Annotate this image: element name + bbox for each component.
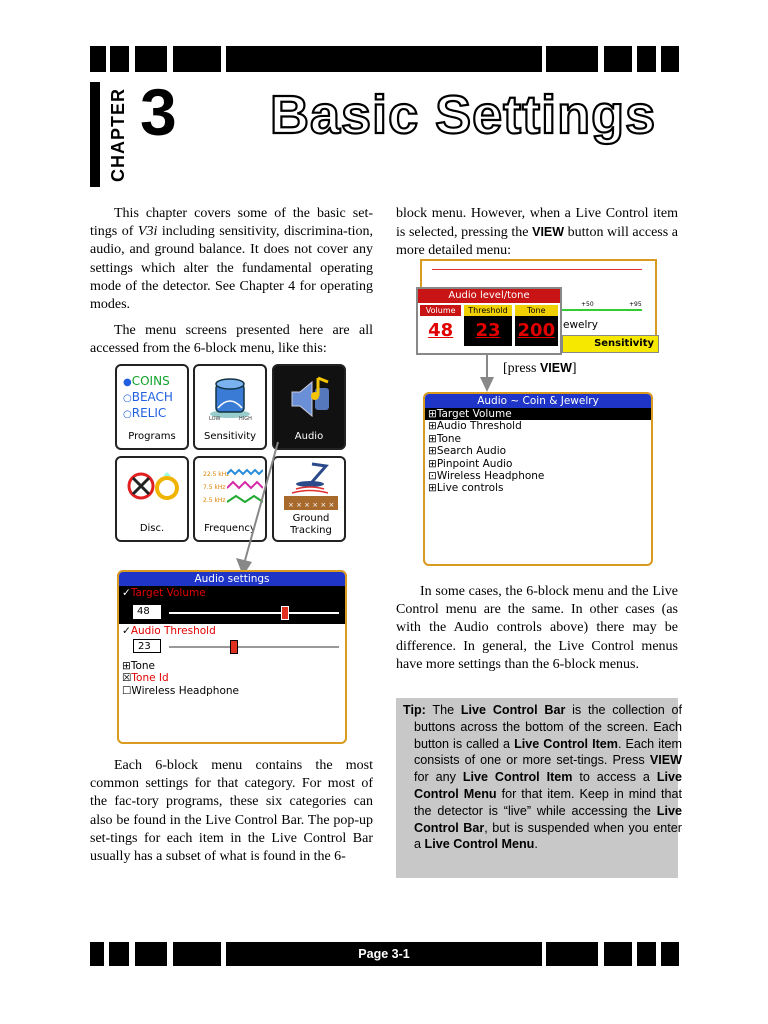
live-controls-menu-item[interactable]: ⊞Live controls	[428, 482, 504, 495]
target-volume-slider[interactable]	[169, 604, 339, 620]
tone-value: 200	[517, 320, 556, 341]
scale-label-50: +50	[581, 301, 594, 308]
programs-option-list: ●COINS ○BEACH ○RELIC	[123, 374, 173, 420]
sensitivity-live-button[interactable]: Sensitivity	[562, 335, 659, 353]
audio-threshold-value: 23	[133, 639, 161, 653]
chapter-word: CHAPTER	[108, 88, 128, 183]
check-icon: ✓	[122, 625, 131, 637]
popup-title: Audio level/tone	[418, 289, 560, 303]
chapter-title: Basic Settings	[270, 85, 657, 145]
view-paragraph: block menu. However, when a Live Control item is selected, pressing the VIEW button will access a more detailed menu:	[396, 206, 679, 259]
svg-text:× × × × × ×: × × × × × ×	[288, 501, 335, 509]
expand-icon: ⊞	[428, 482, 437, 495]
audio-tile[interactable]	[272, 364, 346, 450]
frequency-2: 2.5 kHz	[203, 497, 226, 504]
audio-threshold-menu-item[interactable]: ⊞Audio Threshold	[428, 420, 522, 433]
sensitivity-low-label: LOW	[209, 416, 221, 422]
tip-text: Tip: The Live Control Bar is the collection of buttons across the bottom of the screen. Each button is called a Live Control Item. Each item consists of one or more set-tings. Press VIEW for any Live Control Item to access a Live Control Menu for that item. Keep in mind that the detector is “live” while accessing the Live Control Bar, but is suspended when you enter a Live Control Menu.	[403, 703, 683, 852]
tone-menu-item[interactable]: ⊞Tone	[428, 432, 461, 445]
frequency-label: Frequency	[204, 523, 256, 534]
programs-label: Programs	[128, 431, 176, 442]
audio-threshold-slider[interactable]	[169, 638, 339, 654]
tone-id-item[interactable]: ☒Tone Id	[122, 672, 169, 685]
expand-icon: ⊞	[428, 420, 437, 433]
threshold-header: Threshold	[464, 305, 511, 316]
audio-threshold-label[interactable]: ✓Audio Threshold	[122, 625, 216, 637]
audio-threshold-knob[interactable]	[230, 640, 238, 654]
radio-icon: ○	[123, 409, 132, 420]
menu-access-paragraph: The menu screens presented here are all accessed from the 6-block menu, like this:	[90, 323, 373, 357]
scale-label-95: +95	[629, 301, 642, 308]
wireless-headphone-item[interactable]: ☐Wireless Headphone	[122, 684, 240, 697]
disc-label: Disc.	[139, 523, 165, 534]
page-number: Page 3-1	[358, 947, 410, 961]
frequency-list	[203, 468, 229, 507]
audio-label: Audio	[294, 431, 324, 442]
checkbox-icon: ⊡	[428, 470, 437, 483]
background-program-text: ewelry	[563, 319, 598, 331]
radio-icon: ○	[123, 393, 132, 404]
expand-icon: ⊞	[428, 457, 437, 470]
radio-selected-icon: ●	[123, 377, 132, 388]
speaker-music-icon	[288, 374, 334, 424]
ground-tracking-icon	[282, 462, 340, 512]
difference-paragraph: In some cases, the 6-block menu and the Live Control menu are the same. In other cases (as with the Audio controls above) there may be difference. In general, the Live Control menus have more settings than the 6-block menus.	[396, 584, 678, 672]
checkbox-checked-icon: ☒	[122, 672, 132, 685]
tip-label: Tip:	[403, 703, 426, 717]
volume-value: 48	[428, 320, 454, 341]
pinpoint-audio-menu-item[interactable]: ⊞Pinpoint Audio	[428, 457, 513, 470]
audio-coin-jewelry-screen	[423, 392, 653, 566]
tone-column[interactable]	[515, 305, 558, 346]
connector-arrow	[230, 440, 290, 580]
expand-icon: ⊞	[428, 445, 437, 458]
audio-coin-title: Audio ~ Coin & Jewelry	[425, 394, 651, 408]
disc-tile[interactable]	[115, 456, 189, 542]
press-view-caption: [press VIEW]	[503, 361, 577, 376]
volume-header: Volume	[420, 305, 461, 316]
discrimination-icon	[127, 468, 181, 504]
target-volume-row[interactable]	[119, 586, 345, 624]
audio-settings-title: Audio settings	[119, 572, 345, 586]
threshold-column[interactable]	[464, 305, 511, 346]
checkbox-icon: ☐	[122, 684, 132, 697]
intro-paragraph: This chapter covers some of the basic set-tings of V3i including sensitivity, discrimina-tion, audio, and ground balance. It does not cover any settings which alter the fundamental operating mode of the detector. See Chapter 4 for operating modes.	[90, 206, 373, 313]
chapter-side-bar	[90, 82, 100, 187]
target-volume-value: 48	[133, 605, 161, 619]
ground-tracking-label: Ground Tracking	[290, 513, 332, 536]
programs-tile[interactable]	[115, 364, 189, 450]
target-volume-knob[interactable]	[281, 606, 289, 620]
volume-column[interactable]	[420, 305, 461, 346]
search-audio-menu-item[interactable]: ⊞Search Audio	[428, 445, 507, 458]
tip-box	[396, 698, 683, 878]
sensitivity-icon	[207, 374, 253, 420]
expand-icon: ⊞	[428, 408, 437, 420]
six-block-paragraph: Each 6-block menu contains the most common settings for that category. For most of the fac-tory programs, these six categories can also be found in the Live Control Bar. The pop-up set-tings for each item in the Live Control Bar usually has a subset of what is found in the 6-	[90, 758, 373, 865]
sensitivity-high-label: HIGH	[239, 416, 252, 422]
wireless-headphone-menu-item[interactable]: ⊡Wireless Headphone	[428, 470, 545, 483]
audio-settings-screen	[117, 570, 347, 744]
frequency-7: 7.5 kHz	[203, 484, 226, 491]
audio-level-popup	[416, 287, 562, 355]
check-icon: ✓	[122, 587, 131, 599]
sensitivity-label: Sensitivity	[203, 431, 257, 442]
target-volume-menu-item[interactable]: ⊞Target Volume	[425, 408, 651, 420]
target-volume-label: ✓Target Volume	[122, 587, 206, 599]
frequency-22: 22.5 kHz	[203, 471, 230, 478]
expand-icon: ⊞	[122, 660, 131, 672]
live-control-screen	[416, 259, 659, 355]
expand-icon: ⊞	[428, 432, 437, 445]
sensitivity-tile[interactable]	[193, 364, 267, 450]
chapter-number: 3	[140, 75, 177, 149]
threshold-value: 23	[475, 320, 501, 341]
down-arrow	[479, 355, 495, 393]
tone-header: Tone	[515, 305, 558, 316]
tone-item[interactable]: ⊞Tone	[122, 660, 155, 672]
